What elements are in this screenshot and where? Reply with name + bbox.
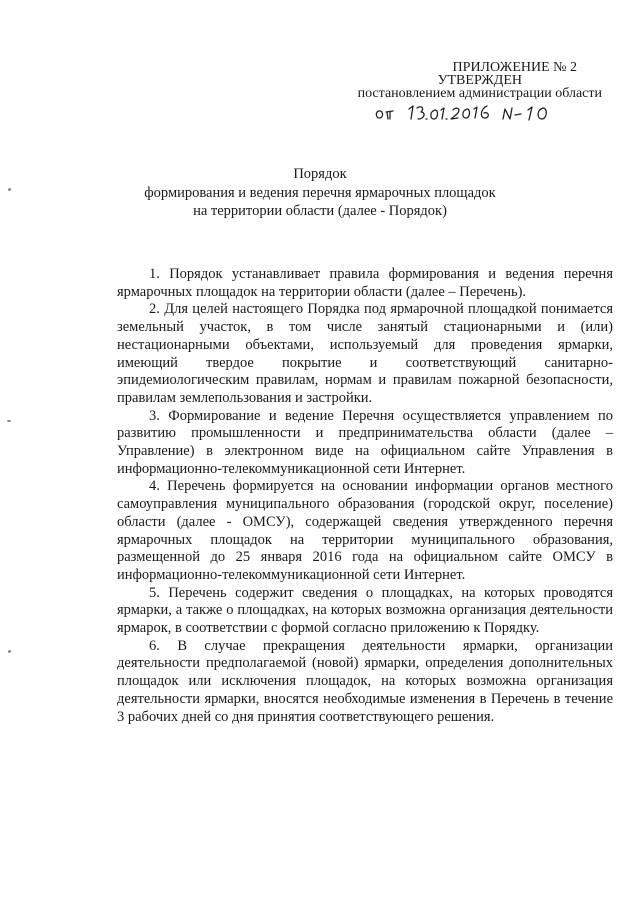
scan-speck (8, 188, 11, 191)
paragraph-2: 2. Для целей настоящего Порядка под ярмарочной площадкой понимается земельный участок, в том числе занятый стационарными и (или) нестационарными объектами, используемый для проведения ярмарки, имеющий твердое покрытие и соответствующий санитарно-эпидемиологическим правилам, нормам и правилам пожарной безопасности, правилам землепользования и застройки. (117, 301, 613, 406)
document-body (117, 266, 613, 726)
title-line-3: на территории области (далее - Порядок) (193, 203, 447, 219)
title-line-1: Порядок (293, 166, 347, 182)
title-line-2: формирования и ведения перечня ярмарочных площадок (144, 184, 496, 201)
decree-reference: постановлением администрации области (357, 86, 602, 101)
scan-speck (8, 650, 11, 653)
document-title (0, 165, 640, 221)
approved-label: УТВЕРЖДЕН (437, 73, 522, 88)
scan-speck (7, 420, 11, 422)
paragraph-3: 3. Формирование и ведение Перечня осуществляется управлением по развитию промышленности и предпринимательства области (далее – Управление) в электронном виде на официальном сайте Управления в информационно-телекоммуникационной сети Интернет. (117, 407, 613, 477)
approval-header (358, 61, 602, 100)
paragraph-6: 6. В случае прекращения деятельности ярмарки, организации деятельности предполагаемой (новой) ярмарки, определения дополнительных площадок или исключения площадок, на которых возможна организация деятельности ярмарки, вносятся необходимые изменения в Перечень в течение 3 рабочих дней со дня принятия соответствующего решения. (117, 637, 613, 725)
paragraph-1: 1. Порядок устанавливает правила формирования и ведения перечня ярмарочных площадок на территории области (далее – Перечень). (117, 266, 613, 300)
handwritten-date-signature (373, 100, 563, 128)
appendix-number: ПРИЛОЖЕНИЕ № 2 (452, 60, 578, 75)
paragraph-5: 5. Перечень содержит сведения о площадках, на которых проводятся ярмарки, а также о площадках, на которых возможна организация деятельности ярмарок, в соответствии с формой согласно приложению к Порядку. (117, 584, 613, 637)
paragraph-4: 4. Перечень формируется на основании информации органов местного самоуправления муниципального образования (городской округ, поселение) области (далее - ОМСУ), содержащей сведения утвержденного перечня ярмарочных площадок на территории муниципального образования, размещенной до 25 января 2016 года на официальном сайте ОМСУ в информационно-телекоммуникационной сети Интернет. (117, 478, 613, 583)
